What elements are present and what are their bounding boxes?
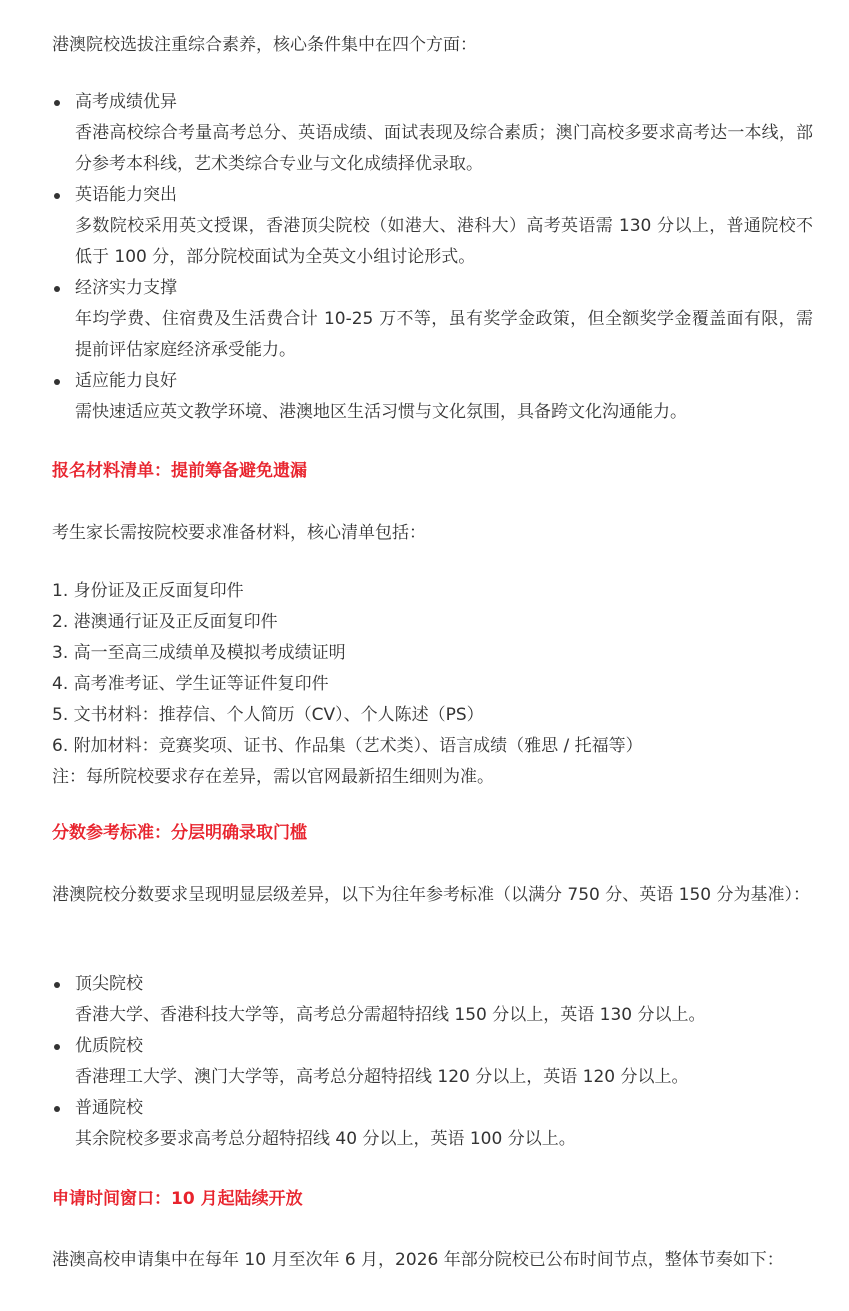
timeline-intro: 港澳高校申请集中在每年 10 月至次年 6 月，2026 年部分院校已公布时间节点，整体节奏如下： <box>52 1250 784 1270</box>
tier-desc: 香港大学、香港科技大学等，高考总分需超特招线 150 分以上，英语 130 分以上。 <box>75 1005 706 1025</box>
condition-desc: 需快速适应英文教学环境、港澳地区生活习惯与文化氛围，具备跨文化沟通能力。 <box>75 402 687 422</box>
list-item <box>52 969 813 1031</box>
tier-title: 顶尖院校 <box>75 974 143 994</box>
tier-title: 普通院校 <box>75 1098 143 1118</box>
materials-heading: 报名材料清单：提前筹备避免遗漏 <box>52 461 307 481</box>
condition-title: 经济实力支撑 <box>75 278 177 298</box>
list-item: 2. 港澳通行证及正反面复印件 <box>52 612 278 632</box>
list-item: 4. 高考准考证、学生证等证件复印件 <box>52 674 329 694</box>
condition-title: 适应能力良好 <box>75 371 177 391</box>
bullet-icon <box>54 1044 60 1050</box>
list-item <box>52 180 813 273</box>
list-item <box>52 87 813 180</box>
tier-title: 优质院校 <box>75 1036 143 1056</box>
list-item: 6. 附加材料：竞赛奖项、证书、作品集（艺术类）、语言成绩（雅思 / 托福等） <box>52 736 643 756</box>
score-tiers-list <box>52 969 813 1155</box>
conditions-list <box>52 87 813 428</box>
condition-title: 高考成绩优异 <box>75 92 177 112</box>
materials-intro: 考生家长需按院校要求准备材料，核心清单包括： <box>52 523 426 543</box>
list-item <box>52 273 813 366</box>
list-item <box>52 1031 813 1093</box>
bullet-icon <box>54 286 60 292</box>
bullet-icon <box>54 379 60 385</box>
list-item <box>52 1093 813 1155</box>
scores-heading: 分数参考标准：分层明确录取门槛 <box>52 823 307 843</box>
tier-desc: 其余院校多要求高考总分超特招线 40 分以上，英语 100 分以上。 <box>75 1129 576 1149</box>
list-item <box>52 366 813 428</box>
list-item: 1. 身份证及正反面复印件 <box>52 581 244 601</box>
intro-paragraph: 港澳院校选拔注重综合素养，核心条件集中在四个方面： <box>52 35 477 55</box>
materials-note: 注：每所院校要求存在差异，需以官网最新招生细则为准。 <box>52 767 494 787</box>
scores-intro: 港澳院校分数要求呈现明显层级差异，以下为往年参考标准（以满分 750 分、英语 150 分为基准）： <box>52 885 811 905</box>
condition-desc: 多数院校采用英文授课，香港顶尖院校（如港大、港科大）高考英语需 130 分以上，普通院校不低于 100 分，部分院校面试为全英文小组讨论形式。 <box>75 216 813 267</box>
materials-list <box>52 576 813 793</box>
bullet-icon <box>54 100 60 106</box>
condition-desc: 香港高校综合考量高考总分、英语成绩、面试表现及综合素质；澳门高校多要求高考达一本线，部分参考本科线，艺术类综合专业与文化成绩择优录取。 <box>75 123 813 174</box>
timeline-heading: 申请时间窗口：10 月起陆续开放 <box>52 1189 303 1209</box>
bullet-icon <box>54 982 60 988</box>
bullet-icon <box>54 193 60 199</box>
tier-desc: 香港理工大学、澳门大学等，高考总分超特招线 120 分以上，英语 120 分以上。 <box>75 1067 689 1087</box>
bullet-icon <box>54 1106 60 1112</box>
condition-desc: 年均学费、住宿费及生活费合计 10-25 万不等，虽有奖学金政策，但全额奖学金覆盖面有限，需提前评估家庭经济承受能力。 <box>75 309 813 360</box>
list-item: 5. 文书材料：推荐信、个人简历（CV）、个人陈述（PS） <box>52 705 484 725</box>
list-item: 3. 高一至高三成绩单及模拟考成绩证明 <box>52 643 346 663</box>
condition-title: 英语能力突出 <box>75 185 177 205</box>
